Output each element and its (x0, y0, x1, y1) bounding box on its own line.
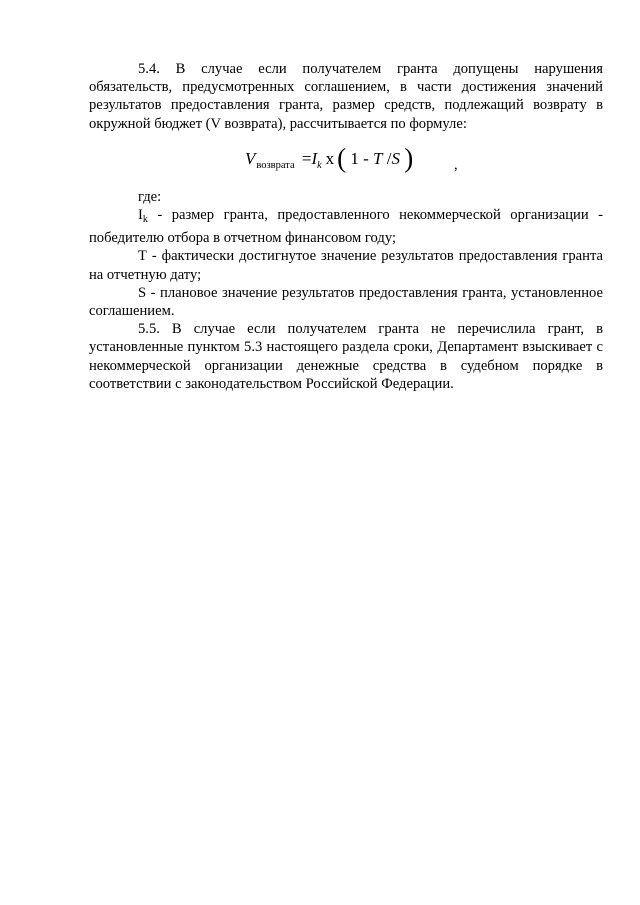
formula-equals: = (301, 148, 312, 168)
formula-divide: / (386, 148, 392, 168)
return-amount-formula (245, 142, 414, 178)
ik-text: - размер гранта, предоставленного некоммерческой организации - победителю отбора в отчетном финансовом году; (89, 207, 603, 247)
formula-v-subscript: возврата (256, 159, 295, 171)
definition-s: S - плановое значение результатов предоставления гранта, установленное соглашением. (89, 284, 603, 320)
formula-close-paren: ) (404, 142, 414, 173)
formula-minus: - (363, 148, 369, 168)
formula-block (89, 142, 603, 182)
where-label: где: (138, 188, 162, 205)
formula-i-symbol: I (311, 148, 318, 168)
formula-t-symbol: T (373, 148, 383, 168)
formula-one: 1 (350, 148, 359, 168)
paragraph-5-4: 5.4. В случае если получателем гранта допущены нарушения обязательств, предусмотренных соглашением, в части достижения значений результатов предоставления гранта, размер средств, подлежащий возврату в окружной бюджет (V возврата), рассчитывается по формуле: (89, 61, 603, 132)
ik-symbol: I (138, 207, 143, 224)
formula-v-symbol: V (245, 148, 256, 168)
formula-i-subscript: k (317, 159, 322, 171)
formula-open-paren: ( (337, 142, 347, 173)
definition-t: Т - фактически достигнутое значение результатов предоставления гранта на отчетную дату; (89, 248, 603, 283)
definition-ik (89, 206, 603, 247)
formula-times: x (325, 148, 335, 168)
formula-s-symbol: S (391, 148, 400, 168)
document-page (89, 60, 603, 393)
paragraph-5-5: 5.5. В случае если получателем гранта не перечислила грант, в установленные пунктом 5.3 настоящего раздела сроки, Департамент взыскивает с некоммерческой организации денежные средства в судебном порядке в соответствии с законодательством Российской Федерации. (89, 321, 603, 392)
formula-trailing-comma: , (454, 156, 458, 173)
ik-subscript: k (142, 214, 148, 226)
